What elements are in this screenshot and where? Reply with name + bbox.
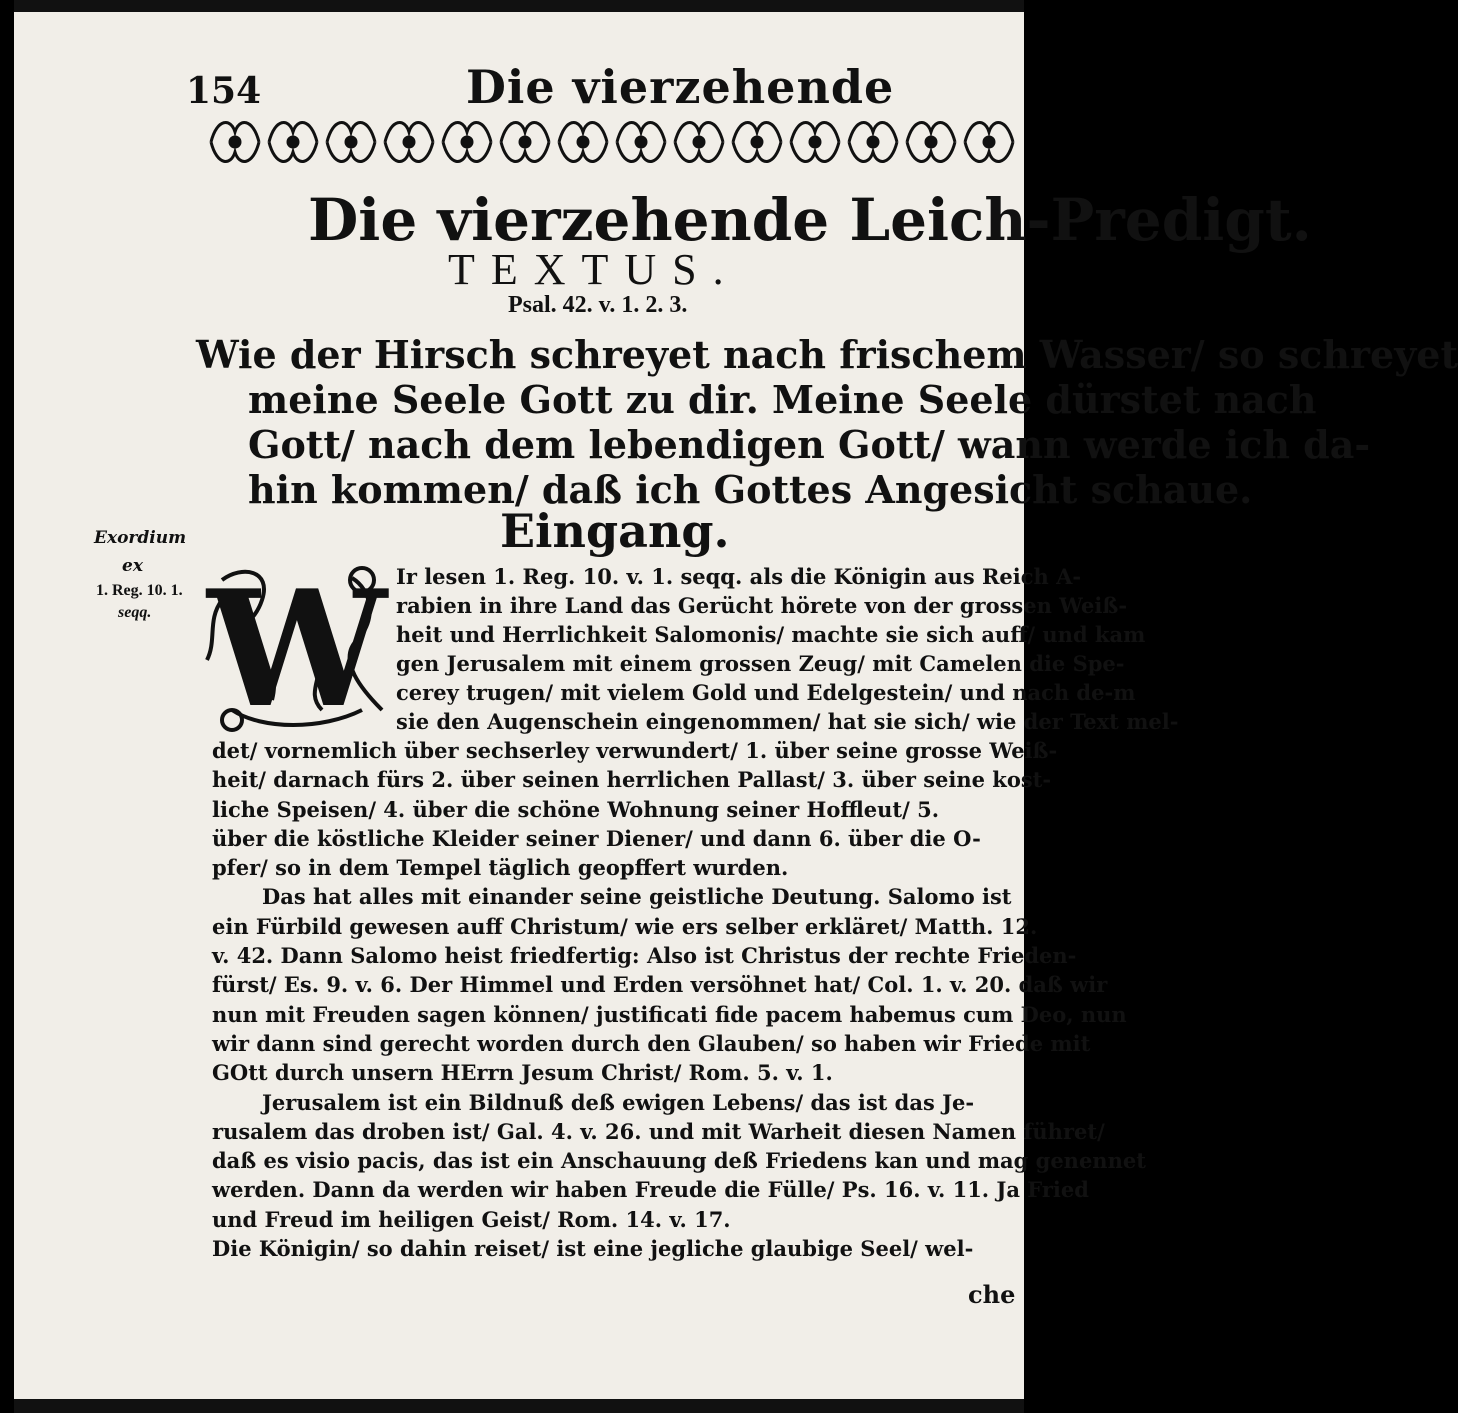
text-line: Jerusalem ist ein Bildnuß deß ewigen Lebens/ das ist das Je- [262,1089,975,1115]
text-line: nun mit Freuden sagen können/ justificati fide pacem habemus cum Deo, nun [212,1001,1127,1027]
ornament-dot [520,137,530,147]
text-line: daß es visio pacis, das ist ein Anschauung deß Friedens kan und mag genennet [212,1148,1146,1174]
text-line: über die köstliche Kleider seiner Diener/ und dann 6. über die O- [212,825,981,851]
ornament-dot [346,137,356,147]
verse-line: meine Seele Gott zu dir. Meine Seele dürstet nach [248,377,1317,422]
text-line: werden. Dann da werden wir haben Freude die Fülle/ Ps. 16. v. 11. Ja Fried [212,1177,1089,1203]
ornament-dot [810,137,820,147]
text-line: Die Königin/ so dahin reiset/ ist eine jegliche glaubige Seel/ wel- [212,1236,974,1262]
text-line: wir dann sind gerecht worden durch den Glauben/ so haben wir Friede mit [212,1030,1091,1056]
ornament-dot [636,137,646,147]
text-line: Ir lesen 1. Reg. 10. v. 1. seqq. als die Königin aus Reich A- [396,564,1082,589]
text-line: und Freud im heiligen Geist/ Rom. 14. v. 17. [212,1206,731,1232]
text-line: rabien in ihre Land das Gerücht hörete von der grossen Weiß- [396,593,1128,618]
section-heading: Eingang. [500,504,730,558]
margin-note-line: ex [122,556,143,576]
scan-border-left [0,0,14,1413]
running-head: Die vierzehende [466,60,895,114]
text-line: rusalem das droben ist/ Gal. 4. v. 26. und mit Warheit diesen Namen führet/ [212,1118,1105,1144]
text-line: heit/ darnach fürs 2. über seinen herrlichen Pallast/ 3. über seine kost- [212,767,1052,793]
verse-line: Wie der Hirsch schreyet nach frischem Wasser/ so schreyet [196,332,1458,377]
ornament-dot [578,137,588,147]
scan-border-top [14,0,1024,12]
ornament-band [190,108,1002,176]
text-line: gen Jerusalem mit einem grossen Zeug/ mit Camelen die Spe- [396,651,1125,676]
first-paragraph [396,562,1179,736]
text-line: liche Speisen/ 4. über die schöne Wohnung seiner Hoffleut/ 5. [212,796,940,822]
sermon-title: Die vierzehende Leich-Predigt. [308,186,1312,254]
text-line: det/ vornemlich über sechserley verwundert/ 1. über seine grosse Weiß- [212,738,1058,763]
ornament-dot [288,137,298,147]
ornament-dot [868,137,878,147]
text-line: fürst/ Es. 9. v. 6. Der Himmel und Erden versöhnet hat/ Col. 1. v. 20. daß wir [212,972,1108,998]
margin-note-line: Exordium [94,528,187,548]
catchword: che [968,1280,1016,1309]
text-line: heit und Herrlichkeit Salomonis/ machte sie sich auff/ und kam [396,622,1146,647]
verse-line: hin kommen/ daß ich Gottes Angesicht schaue. [248,467,1253,512]
text-line: GOtt durch unsern HErrn Jesum Christ/ Rom. 5. v. 1. [212,1060,833,1086]
ornament-dot [984,137,994,147]
textus-heading: TEXTUS. [448,245,740,294]
margin-note-line: 1. Reg. 10. 1. [96,582,183,599]
page-number: 154 [186,70,262,112]
ornament-dot [404,137,414,147]
decorated-initial [202,555,392,743]
ornament-dot [752,137,762,147]
ornament-dot [694,137,704,147]
text-line: pfer/ so in dem Tempel täglich geopffert wurden. [212,855,789,881]
text-line: v. 42. Dann Salomo heist friedfertig: Also ist Christus der rechte Frieden- [212,943,1077,969]
verse-line: Gott/ nach dem lebendigen Gott/ wann werde ich da- [248,422,1371,467]
ornament-dot [462,137,472,147]
text-line: sie den Augenschein eingenommen/ hat sie sich/ wie der Text mel- [396,709,1179,734]
text-line: Das hat alles mit einander seine geistliche Deutung. Salomo ist [262,884,1012,910]
ornament-dot [230,137,240,147]
ornament-dot [926,137,936,147]
initial-letter: W [207,555,387,743]
body-text [212,736,1146,1263]
margin-note-line: seqq. [118,604,152,621]
text-line: cerey trugen/ mit vielem Gold und Edelgestein/ und nach de-m [396,680,1136,705]
verse-block [196,332,1458,512]
text-line: ein Fürbild gewesen auff Christum/ wie ers selber erkläret/ Matth. 12. [212,913,1038,939]
scan-border-bottom [14,1399,1024,1413]
scripture-reference: Psal. 42. v. 1. 2. 3. [508,292,688,318]
